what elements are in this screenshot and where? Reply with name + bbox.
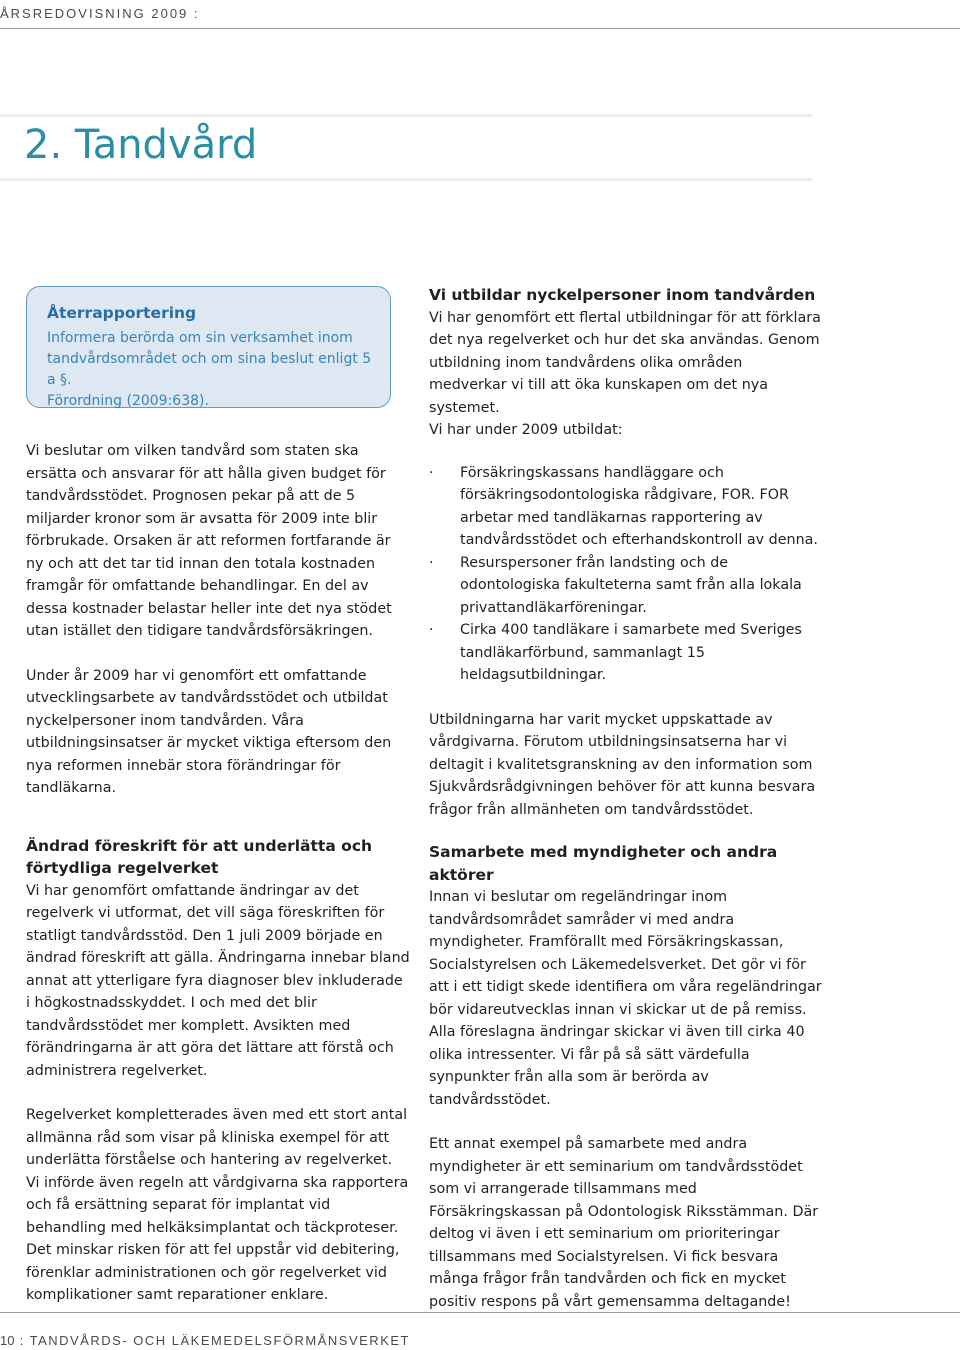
chapter-title: 2. Tandvård [24,122,258,168]
page-number: 10 [0,1333,15,1348]
training-list [429,462,823,687]
left-column [26,440,410,1307]
body-paragraph: Under år 2009 har vi genomfört ett omfattande utvecklingsarbete av tandvårdsstödet och utbildat nyckelpersoner inom tandvården. Våra utbildningsinsatser är mycket viktiga eftersom den nya reformen innebär stora förändringar för tandläkarna. [26,667,392,796]
callout-title: Återrapportering [47,304,197,322]
callout-line: tandvårdsområdet och om sina beslut enligt 5 a §. [47,351,372,388]
body-paragraph: Utbildningarna har varit mycket uppskattade av vårdgivarna. Förutom utbildningsinsatserna har vi deltagit i kvalitetsgranskning av den information som Sjukvårdsrådgivningen behöver för att kunna besvara frågor från allmänheten om tandvårdsstödet. [429,711,816,818]
body-paragraph: Vi har genomfört ett flertal utbildningar för att förklara det nya regelverket och hur det ska användas. Genom utbildning inom tandvårdens olika områden medverkar vi till att öka kunskapen om det nya systemet. [429,309,821,416]
title-rule-top [0,114,812,117]
running-header: ÅRSREDOVISNING 2009 : [0,6,200,21]
body-paragraph: Vi införde även regeln att vårdgivarna ska rapportera och få ersättning separat för implantat vid behandling med helkäksimplantat och täckproteser. Det minskar risken för att fel uppstår vid debitering, förenklar administrationen och gör regelverket vid komplikationer samt reparationer enklare. [26,1174,409,1303]
body-paragraph: Vi har genomfört omfattande ändringar av det regelverk vi utformat, det vill säga föreskriften för statligt tandvårdsstöd. Den 1 juli 2009 började en ändrad föreskrift att gälla. Ändringarna innebar bland annat att ytterligare fyra diagnoser blev inkluderade i högkostnadsskyddet. I och med det blir tandvårdsstödet mer komplett. Avsikten med förändringarna är att göra det lättare att förstå och administrera regelverket. [26,882,410,1079]
right-column [429,284,823,1313]
section-heading: Ändrad föreskrift för att underlätta och förtydliga regelverket [26,836,373,877]
reporting-callout-box [26,286,391,408]
title-rule-bottom [0,178,812,181]
callout-line: Förordning (2009:638). [47,393,209,409]
body-paragraph: Regelverket kompletterades även med ett stort antal allmänna råd som visar på kliniska exempel för att underlätta förståelse och hantering av regelverket. [26,1107,408,1168]
list-item: · Cirka 400 tandläkare i samarbete med Sveriges tandläkarförbund, sammanlagt 15 heldagsutbildningar. [429,619,823,687]
page-footer [0,1333,410,1348]
callout-line: Informera berörda om sin verksamhet inom [47,330,353,346]
list-item: · Resurspersoner från landsting och de odontologiska fakulteterna samt från alla lokala privattandläkarföreningar. [429,552,823,620]
footer-divider [0,1312,960,1313]
section-heading: Samarbete med myndigheter och andra aktörer [429,843,778,884]
header-divider [0,28,960,29]
footer-section-title: TANDVÅRDS- OCH LÄKEMEDELSFÖRMÅNSVERKET [29,1333,410,1348]
body-paragraph: Vi beslutar om vilken tandvård som staten ska ersätta och ansvarar för att hålla given budget för tandvårdsstödet. Prognosen pekar på att de 5 miljarder kronor som är avsatta för 2009 inte blir förbrukade. Orsaken är att reformen fortfarande är ny och att det tar tid innan den totala kostnaden framgår för omfattande behandlingar. En del av dessa kostnader belastar heller inte det nya stödet utan istället den tidigare tandvårdsförsäkringen. [26,443,392,639]
body-paragraph: Vi har under 2009 utbildat: [429,422,623,438]
list-item: · Försäkringskassans handläggare och försäkringsodontologiska rådgivare, FOR. FOR arbetar med tandläkarnas rapportering av tandvårdsstödet och efterhandskontroll av denna. [429,462,823,552]
section-heading: Vi utbildar nyckelpersoner inom tandvården [429,286,816,304]
body-paragraph: Ett annat exempel på samarbete med andra myndigheter är ett seminarium om tandvårdsstödet som vi arrangerade tillsammans med Försäkringskassan på Odontologisk Riksstämman. Där deltog vi även i ett seminarium om prioriteringar tillsammans med Socialstyrelsen. Vi fick besvara många frågor från tandvården och fick en mycket positiv respons på vårt gemensamma deltagande! [429,1136,819,1310]
footer-separator: : [19,1333,25,1348]
body-paragraph: Innan vi beslutar om regeländringar inom tandvårdsområdet samråder vi med andra myndigheter. Framförallt med Försäkringskassan, Socialstyrelsen och Läkemedelsverket. Det gör vi för att i ett tidigt skede identifiera om våra regeländringar bör vidareutvecklas innan vi skickar ut de på remiss. Alla föreslagna ändringar skickar vi även till cirka 40 olika intressenter. Vi får på så sätt värdefulla synpunkter från alla som är berörda av tandvårdsstödet. [429,889,822,1108]
